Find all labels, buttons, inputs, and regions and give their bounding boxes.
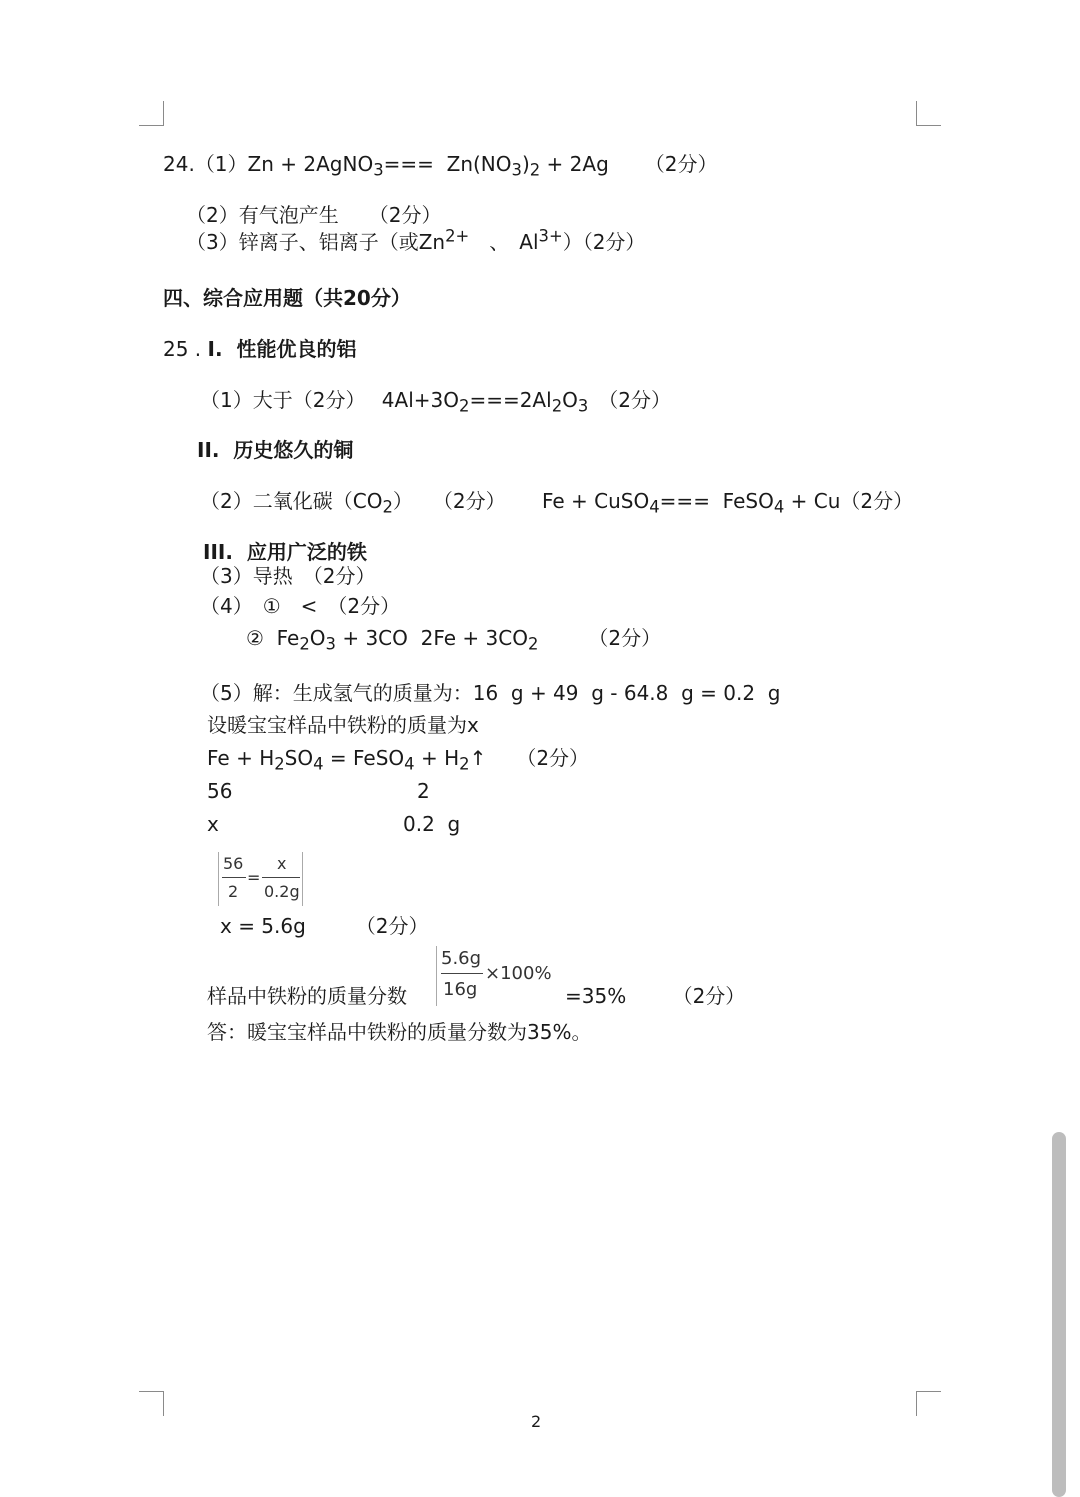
q25-line4-equation: ② $Fe_2O_3 + 3CO$ $2Fe + 3CO_2$ （2分） [246,626,662,654]
crop-mark-top-left [139,101,164,126]
part-ii-heading: II. 历史悠久的铜 [197,438,354,462]
fraction-equals: = [247,868,261,887]
fraction-numerator-2: x [277,854,287,873]
q24-line3: （3）锌离子、铝离子（或$Zn^{2+}$ 、 $Al^{3+})(2$分） [186,226,646,254]
fraction-denominator-2: 0.2g [264,882,300,901]
crop-mark-top-right [916,101,941,126]
q25-line1: （1）大于（2分） $4Al+3O_2===2Al_2O_3$ （2分） [200,388,672,416]
crop-mark-bottom-left [139,1391,164,1416]
ratio-value-x: x [207,812,219,836]
ratio-value-mass: 0.2 g [403,812,461,836]
reaction-equation: $Fe + H_2SO_4$ = FeSO$_4$ + $H_2↑$ （2分） [207,746,590,774]
q24-score: （2分） [644,152,718,176]
mass-fraction-value: =35% （2分） [565,984,746,1008]
ratio-value-56: 56 [207,779,233,803]
q25-number: 25 . [163,337,202,361]
mass-fraction-label: 样品中铁粉的质量分数 [207,984,407,1008]
q25-heading: 25 . I. 性能优良的铝 [163,337,357,361]
q25-line3: （3）导热 （2分） [200,564,376,588]
fraction2-denominator: 16g [443,979,478,1000]
mass-fraction-expression [441,948,561,1004]
section-heading: 四、综合应用题（共20分） [163,286,411,310]
fraction-numerator-1: 56 [223,854,244,873]
q24-line1: 24.（1）Zn + 2AgNO$_3$=== $Zn(NO_3)_2 + 2Ag$ （2分） [163,152,718,180]
fraction-bar-2 [262,877,300,878]
fraction2-times: ×100% [485,963,552,984]
scrollbar-thumb[interactable] [1052,1132,1066,1497]
q25-line6: 设暖宝宝样品中铁粉的质量为x [207,713,479,737]
q25-line5: （5）解：生成氢气的质量为：16 g + 49 g - 64.8 g = 0.2 g [200,681,781,705]
q24-line2: （2）有气泡产生 （2分） [186,203,442,227]
fraction2-box-left [436,946,437,1006]
fraction-denominator-1: 2 [228,882,239,901]
fraction-box-left [218,852,219,906]
ratio-value-2: 2 [417,779,430,803]
q24-number: 24. [163,152,195,176]
fraction2-numerator: 5.6g [441,948,482,969]
final-answer: 答：暖宝宝样品中铁粉的质量分数为35%。 [207,1020,592,1044]
crop-mark-bottom-right [916,1391,941,1416]
page-number: 2 [531,1412,542,1431]
proportion-fraction [222,854,304,906]
fraction-bar-1 [222,877,246,878]
part-iii-heading: III. 应用广泛的铁 [203,540,367,564]
fraction2-bar [441,973,483,974]
result-line: x = 5.6g （2分） [220,914,429,938]
q25-line2: （2）二氧化碳$(CO_2)$ （2分） Fe + CuSO$_4$=== FeSO$_4$ + Cu（2分） [200,489,914,517]
q25-line4: （4） ① < （2分） [200,594,401,618]
